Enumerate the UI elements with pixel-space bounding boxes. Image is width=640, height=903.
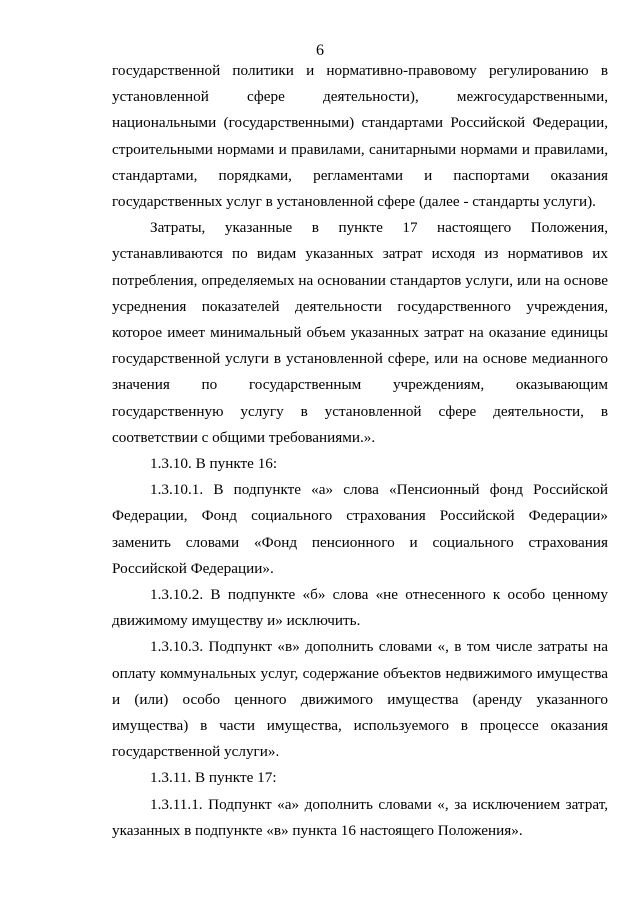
paragraph-standards-continuation: государственной политики и нормативно-правовому регулированию в установленной сфере деятельности), межгосударственными, национальными (государственными) стандартами Российской Федерации, строительными нормами и правилами, санитарными нормами и правилами, стандартами, порядками, регламентами и паспортами оказания государственных услуг в установленной сфере (далее - стандарты услуги). bbox=[112, 62, 608, 211]
paragraph-costs: Затраты, указанные в пункте 17 настоящего Положения, устанавливаются по видам указанных затрат исходя из нормативов их потребления, определяемых на основании стандартов услуги, или на основе усреднения показателей деятельности государственного учреждения, которое имеет минимальный объем указанных затрат на оказание единицы государственной услуги в установленной сфере, или на основе медианного значения по государственным учреждениям, оказывающим государственную услугу в установленной сфере деятельности, в соответствии с общими требованиями.». bbox=[112, 219, 608, 446]
page-number: 6 bbox=[316, 42, 324, 59]
paragraph-1-3-10: 1.3.10. В пункте 16: bbox=[150, 455, 278, 473]
paragraph-1-3-11: 1.3.11. В пункте 17: bbox=[150, 769, 277, 787]
paragraph-1-3-10-3: 1.3.10.3. Подпункт «в» дополнить словами «, в том числе затраты на оплату коммунальных услуг, содержание объектов недвижимого имущества и (или) особо ценного движимого имущества (аренду указанного имущества) в части имущества, используемого в процессе оказания государственной услуги». bbox=[112, 638, 608, 761]
document-body bbox=[112, 58, 608, 844]
paragraph-1-3-10-2: 1.3.10.2. В подпункте «б» слова «не отнесенного к особо ценному движимому имуществу и» исключить. bbox=[112, 586, 608, 630]
paragraph-1-3-11-1: 1.3.11.1. Подпункт «а» дополнить словами «, за исключением затрат, указанных в подпункте «в» пункта 16 настоящего Положения». bbox=[112, 795, 608, 839]
paragraph-1-3-10-1: 1.3.10.1. В подпункте «а» слова «Пенсионный фонд Российской Федерации, Фонд социального страхования Российской Федерации» заменить словами «Фонд пенсионного и социального страхования Российской Федерации». bbox=[112, 481, 608, 577]
